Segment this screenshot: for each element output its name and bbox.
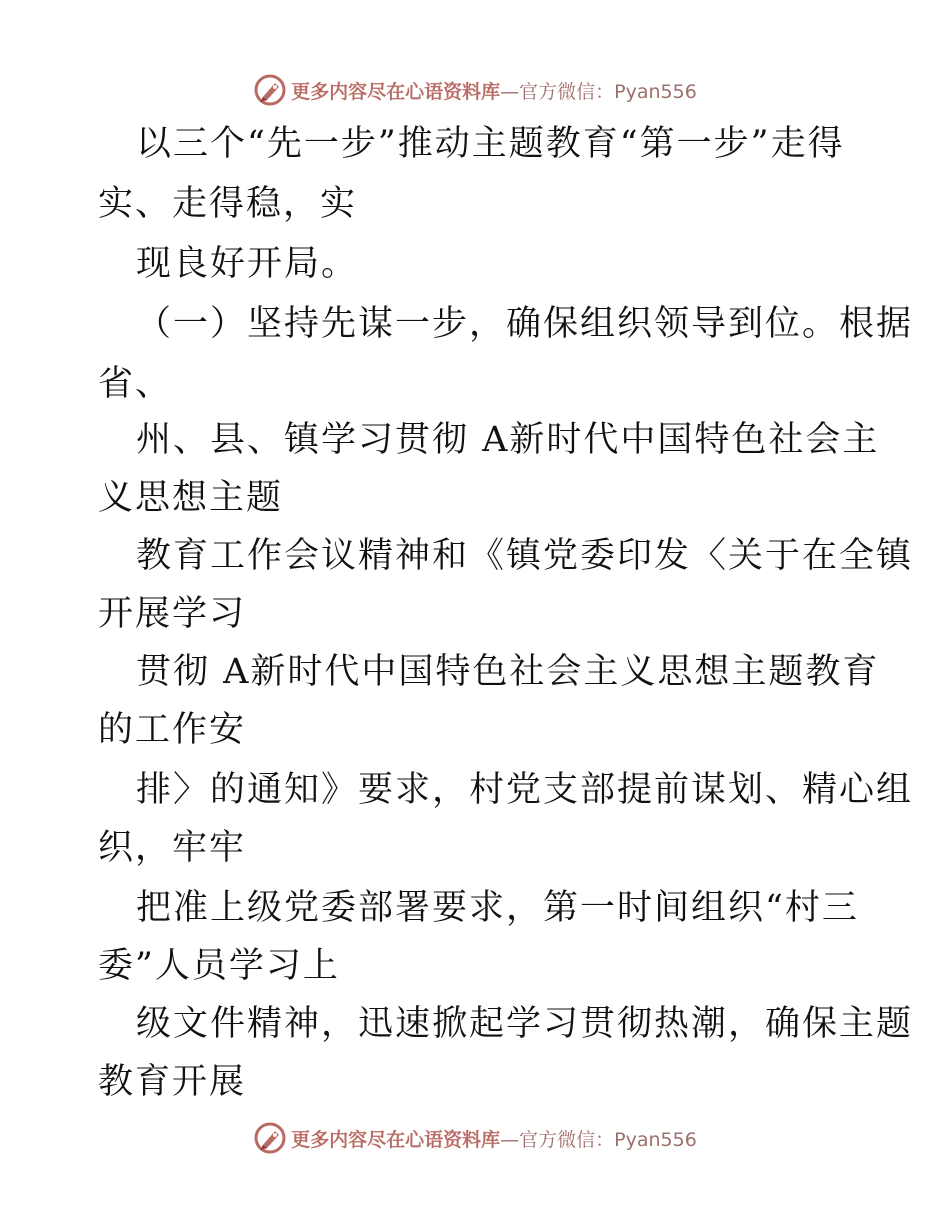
text-line: 现良好开局。 bbox=[136, 244, 359, 284]
text-line: 织，牢牢 bbox=[98, 828, 247, 868]
banner-main-text: 更多内容尽在心语资料库 bbox=[291, 1128, 501, 1151]
text-line: 委”人员学习上 bbox=[98, 946, 340, 986]
pen-nib-logo-icon bbox=[253, 73, 287, 107]
banner-main-text: 更多内容尽在心语资料库 bbox=[291, 80, 501, 103]
text-line: 义思想主题 bbox=[98, 478, 284, 518]
header-banner bbox=[0, 70, 950, 110]
text-line: 排〉的通知》要求，村党支部提前谋划、精心组 bbox=[136, 770, 914, 810]
pen-nib-logo-icon bbox=[253, 1121, 287, 1155]
text-line: 州、县、镇学习贯彻 A新时代中国特色社会主 bbox=[136, 420, 880, 460]
text-line: 开展学习 bbox=[98, 594, 247, 634]
banner-suffix-text: —官方微信：Pyan556 bbox=[500, 80, 697, 103]
text-line: 省、 bbox=[98, 364, 173, 404]
text-line: 的工作安 bbox=[98, 710, 247, 750]
text-line: 贯彻 A新时代中国特色社会主义思想主题教育 bbox=[136, 652, 880, 692]
text-line: 级文件精神，迅速掀起学习贯彻热潮，确保主题 bbox=[136, 1004, 914, 1044]
text-line: 实、走得稳，实 bbox=[98, 184, 358, 224]
text-line: 以三个“先一步”推动主题教育“第一步”走得 bbox=[136, 124, 845, 164]
banner-suffix-text: —官方微信：Pyan556 bbox=[500, 1128, 697, 1151]
text-line: （一）坚持先谋一步，确保组织领导到位。根据 bbox=[136, 304, 914, 344]
footer-banner bbox=[0, 1118, 950, 1158]
text-line: 教育开展 bbox=[98, 1062, 247, 1102]
text-line: 把准上级党委部署要求，第一时间组织“村三 bbox=[136, 888, 859, 928]
text-line: 教育工作会议精神和《镇党委印发〈关于在全镇 bbox=[136, 536, 914, 576]
